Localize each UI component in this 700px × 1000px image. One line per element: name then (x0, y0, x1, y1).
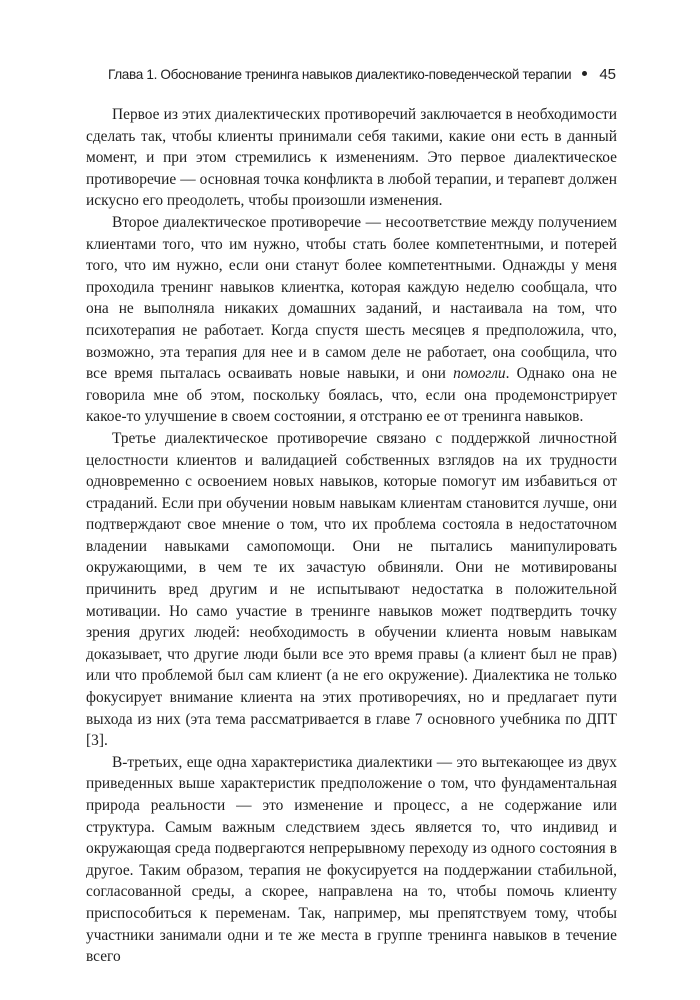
running-header (86, 66, 616, 83)
body-text (86, 104, 617, 968)
paragraph-3: Третье диалектическое противоречие связано с поддержкой личностной целостности клиентов и валидацией собственных взглядов на их трудности одновременно с освоением новых навыков, которые помогут им избавиться от страданий. Если при обучении новым навыкам клиентам становится лучше, они подтверждают свое мнение о том, что их проблема состояла в недостаточном владении навыками самопомощи. Они не пытались манипулировать окружающими, в чем те их зачастую обвиняли. Они не мотивированы причинить вред другим и не испытывают недостатка в положительной мотивации. Но само участие в тренинге навыков может подтвердить точку зрения других людей: необходимость в обучении клиента новым навыкам доказывает, что другие люди были все это время правы (а клиент был не прав) или что проблемой был сам клиент (а не его окружение). Диалектика не только фокусирует внимание клиента на этих противоречиях, но и предлагает пути выхода из них (эта тема рассматривается в главе 7 основного учебника по ДПТ [3]. (86, 429, 617, 750)
bullet-separator-icon (582, 71, 587, 76)
paragraph-2-text-before: Второе диалектическое противоречие — несоответствие между получением клиентами того, что им нужно, чтобы стать более компетентными, и потерей того, что им нужно, если они станут более компетентными. Однажды у меня проходила тренинг навыков клиентка, которая каждую неделю сообщала, что она не выполняла никаких домашних заданий, и настаивала на том, что психотерапия не работает. Когда спустя шесть месяцев я предположила, что, возможно, эта терапия для нее и в самом деле не работает, она сообщила, что все время пыталась осваивать новые навыки, и они (86, 213, 617, 383)
paragraph-4: В-третьих, еще одна характеристика диалектики — это вытекающее из двух приведенных выше характеристик предположение о том, что фундаментальная природа реальности — это изменение и процесс, а не содержание или структура. Самым важным следствием здесь является то, что индивид и окружающая среда подвергаются непрерывному переходу из одного состояния в другое. Таким образом, терапия не фокусируется на поддержании стабильной, согласованной среды, а скорее, направлена на то, чтобы помочь клиенту приспособиться к переменам. Так, например, мы препятствуем тому, чтобы участники занимали одни и те же места в группе тренинга навыков в течение всего (86, 753, 617, 966)
page-number: 45 (599, 66, 616, 83)
paragraph-2-text-after: . Однако она не говорила мне об этом, поскольку боялась, что, если она продемонстрирует какое-то улучшение в своем состоянии, я отстраню ее от тренинга навыков. (86, 365, 618, 426)
paragraph-2 (86, 212, 617, 428)
running-title: Глава 1. Обоснование тренинга навыков диалектико-поведенческой терапии (107, 67, 572, 82)
paragraph-1: Первое из этих диалектических противоречий заключается в необходимости сделать так, чтобы клиенты принимали себя такими, какие они есть в данный момент, и при этом стремились к изменениям. Это первое диалектическое противоречие — основная точка конфликта в любой терапии, и терапевт должен искусно его преодолеть, чтобы произошли изменения. (86, 106, 617, 210)
paragraph-2-emphasis: помогли (453, 365, 506, 383)
